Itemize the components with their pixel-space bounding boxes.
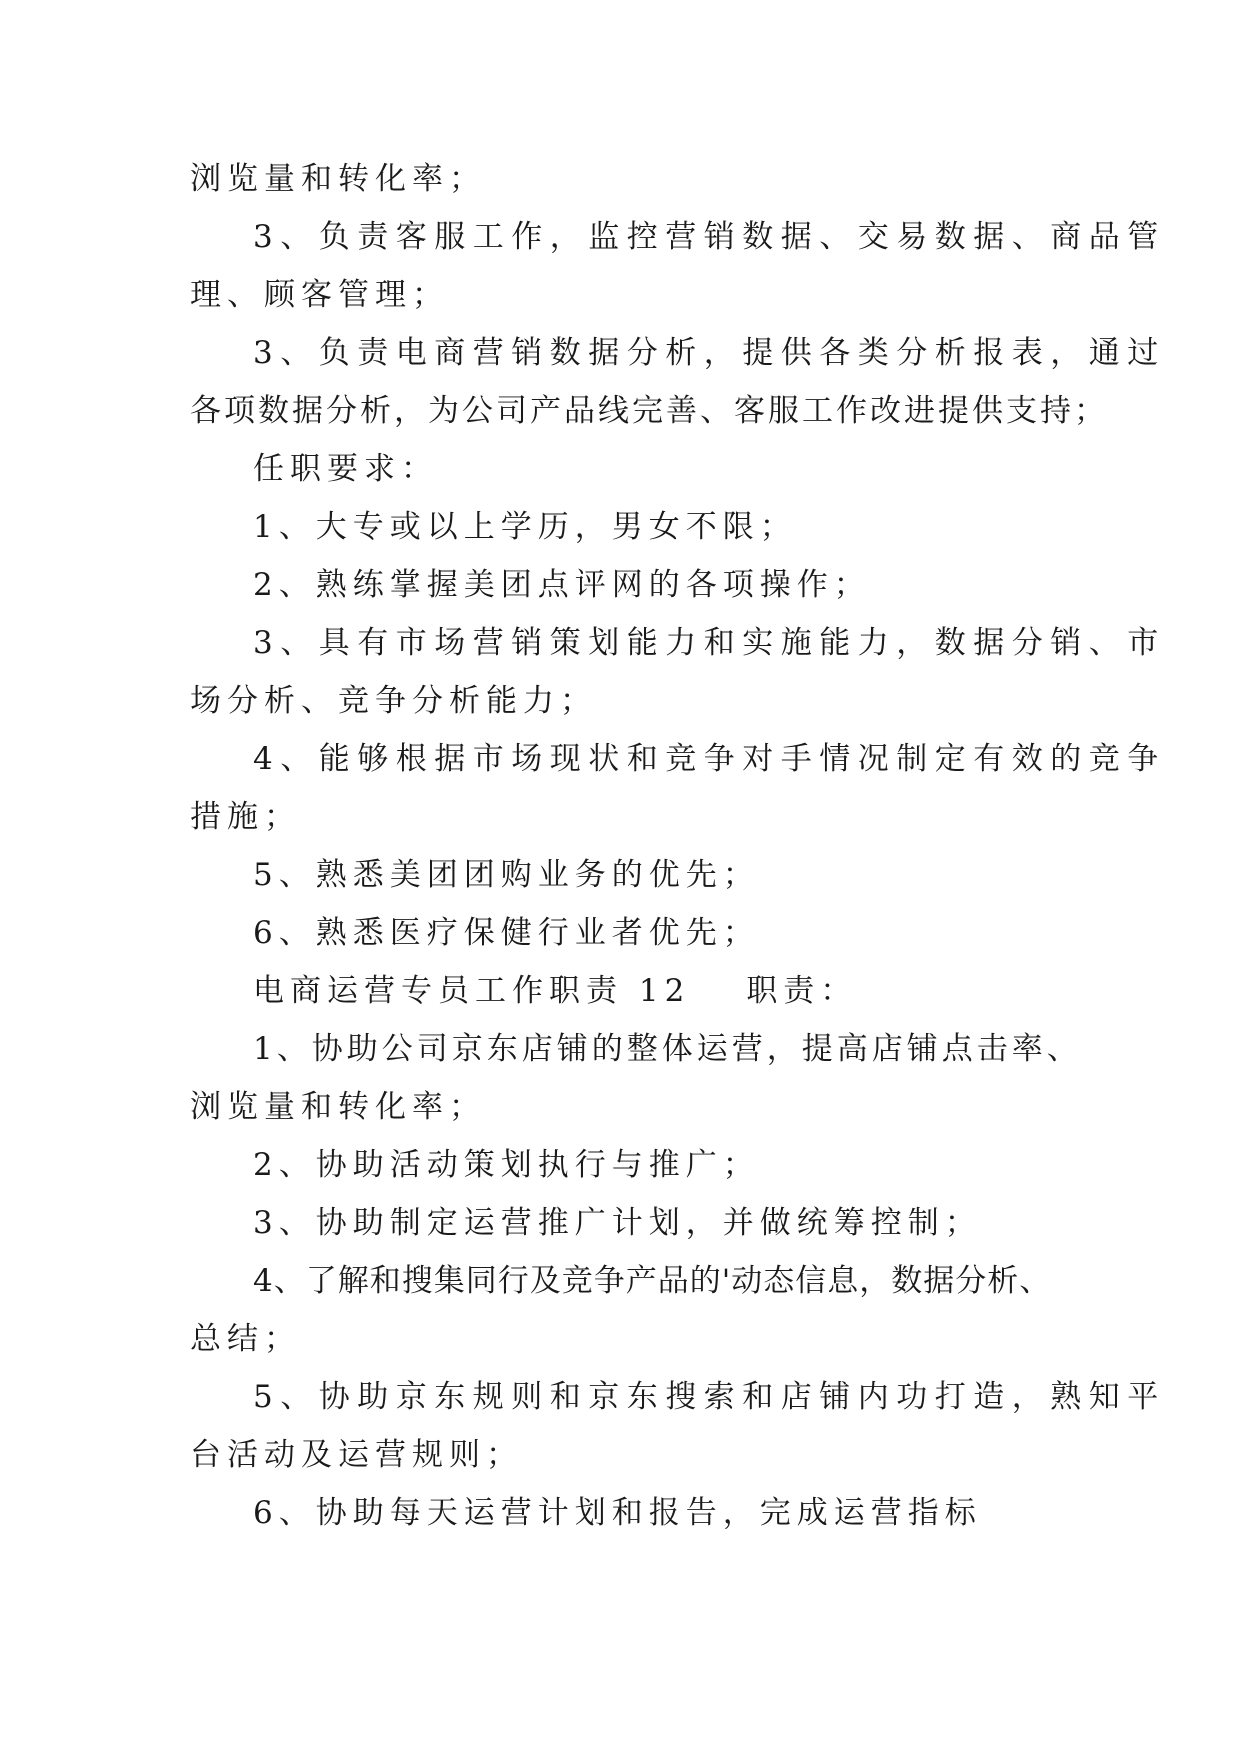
text-line: 5、熟悉美团团购业务的优先； <box>253 857 760 893</box>
text-line: 3、负责客服工作，监控营销数据、交易数据、商品管 <box>253 219 1166 255</box>
text-line: 4、能够根据市场现状和竞争对手情况制定有效的竞争 <box>253 741 1166 777</box>
text-line: 措施； <box>190 799 301 835</box>
text-line: 总结； <box>190 1321 301 1357</box>
text-line: 浏览量和转化率； <box>190 1089 486 1125</box>
section-subheading: 职责： <box>746 973 858 1009</box>
text-line: 6、协助每天运营计划和报告，完成运营指标 <box>253 1495 982 1531</box>
text-line: 场分析、竞争分析能力； <box>190 683 597 719</box>
text-line: 台活动及运营规则； <box>190 1437 523 1473</box>
document-body <box>190 150 1166 1542</box>
text-line: 浏览量和转化率； <box>190 161 486 197</box>
text-line: 1、协助公司京东店铺的整体运营，提高店铺点击率、 <box>253 1031 1082 1067</box>
text-line: 各项数据分析，为公司产品线完善、客服工作改进提供支持； <box>190 393 1108 429</box>
text-line: 1、大专或以上学历，男女不限； <box>253 509 797 545</box>
text-line: 6、熟悉医疗保健行业者优先； <box>253 915 760 951</box>
text-line: 2、熟练掌握美团点评网的各项操作； <box>253 567 871 603</box>
text-line: 理、顾客管理； <box>190 277 449 313</box>
text-line: 3、负责电商营销数据分析，提供各类分析报表，通过 <box>253 335 1166 371</box>
text-line: 3、具有市场营销策划能力和实施能力，数据分销、市 <box>253 625 1166 661</box>
text-line: 任职要求： <box>253 451 438 487</box>
text-line: 3、协助制定运营推广计划，并做统筹控制； <box>253 1205 982 1241</box>
section-heading-line <box>190 962 1055 1020</box>
text-line: 4、了解和搜集同行及竞争产品的'动态信息，数据分析、 <box>253 1263 1052 1299</box>
section-heading: 电商运营专员工作职责 12 <box>253 973 691 1009</box>
text-line: 5、协助京东规则和京东搜索和店铺内功打造，熟知平 <box>253 1379 1166 1415</box>
text-line: 2、协助活动策划执行与推广； <box>253 1147 760 1183</box>
